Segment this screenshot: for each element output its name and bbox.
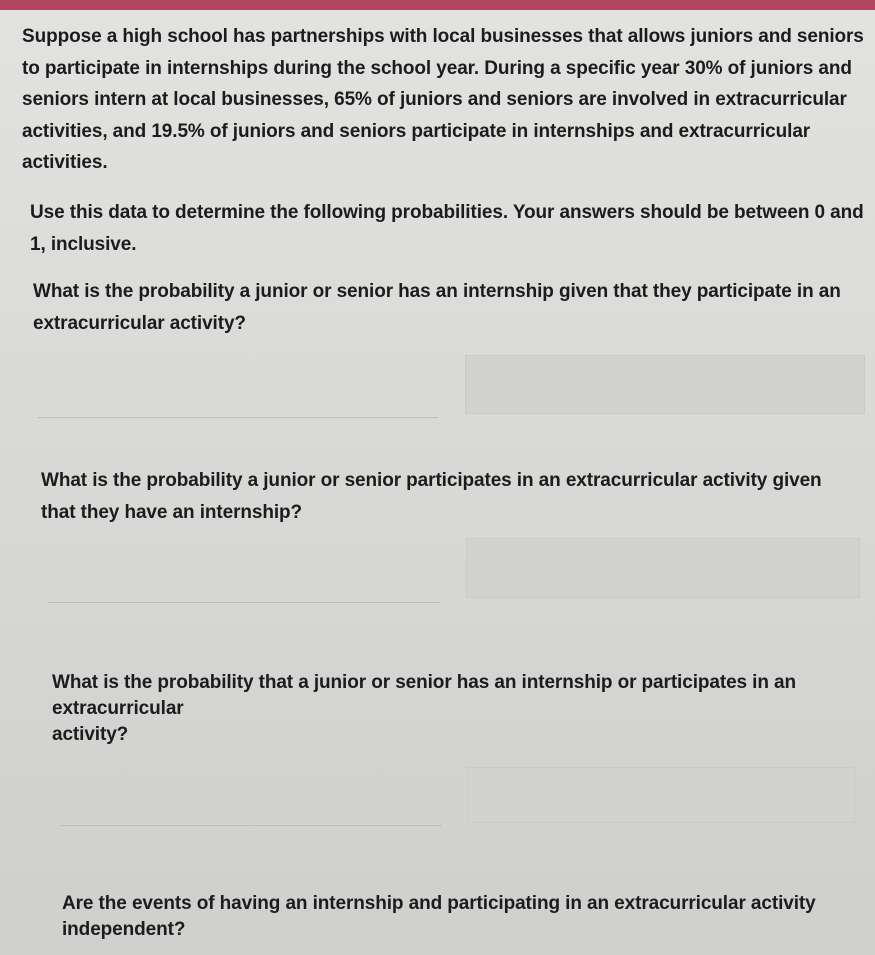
- question-4-line-2: independent?: [62, 919, 186, 940]
- answer-line-1: [38, 417, 438, 418]
- question-1: What is the probability a junior or senior has an internship given that they participate in an extracurricular activity?: [33, 281, 841, 334]
- question-3-line-3: activity?: [52, 724, 129, 745]
- question-2: What is the probability a junior or senior participates in an extracurricular activity given that they have an internship?: [41, 470, 822, 523]
- answer-input-1[interactable]: [465, 355, 865, 414]
- question-3-line-1: What is the probability that a junior or senior has an internship or participates in an: [52, 672, 797, 693]
- question-3: [52, 670, 832, 748]
- problem-instructions: Use this data to determine the following probabilities. Your answers should be between 0 and 1, inclusive.: [30, 202, 864, 255]
- question-3-line-2: extracurricular: [52, 698, 184, 719]
- answer-input-3[interactable]: [467, 767, 855, 823]
- answer-input-2[interactable]: [466, 538, 860, 598]
- problem-intro: Suppose a high school has partnerships with local businesses that allows juniors and seniors to participate in internships during the school year. During a specific year 30% of juniors and seniors intern at local businesses, 65% of juniors and seniors are involved in extracurricular activities, and 19.5% of juniors and seniors participate in internships and extracurricular activities.: [22, 26, 864, 173]
- top-accent-bar: [0, 0, 875, 10]
- question-4-line-1: Are the events of having an internship and participating in an extracurricular activity: [62, 893, 816, 914]
- question-4: [62, 891, 852, 943]
- answer-line-2: [48, 602, 440, 603]
- answer-line-3: [60, 825, 442, 826]
